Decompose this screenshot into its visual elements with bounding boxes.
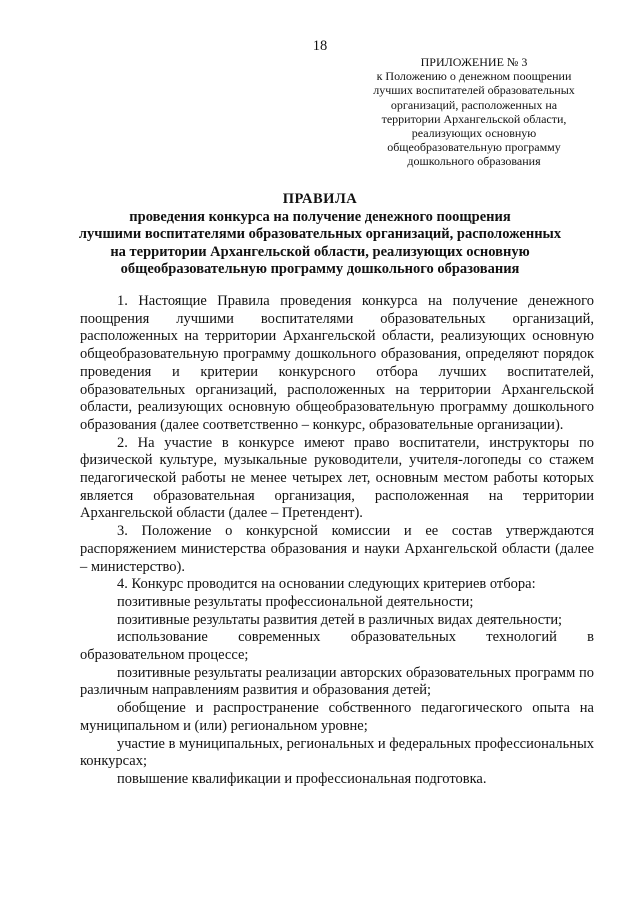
appendix-header <box>340 55 608 169</box>
title-subtitle <box>60 209 580 279</box>
appendix-line: реализующих основную <box>411 126 537 141</box>
paragraph-2: 2. На участие в конкурсе имеют право воспитатели, инструкторы по физической культуре, музыкальные руководители, учителя-логопеды со стажем педагогической работы не менее четырех лет, основным местом работы которых является образовательная организация, расположенная на территории Архангельской области (далее – Претендент). <box>80 434 594 522</box>
appendix-line: организаций, расположенных на <box>390 97 558 112</box>
appendix-line: общеобразовательную программу <box>387 140 561 155</box>
subtitle-line: лучшими воспитателями образовательных организаций, расположенных <box>78 226 562 243</box>
subtitle-line: общеобразовательную программу дошкольного образования <box>120 261 520 278</box>
appendix-line: к Положению о денежном поощрении <box>376 69 572 84</box>
appendix-line: лучших воспитателей образовательных <box>373 83 575 98</box>
page-number: 18 <box>312 38 328 54</box>
criterion-item: позитивные результаты развития детей в различных видах деятельности; <box>117 611 562 628</box>
paragraph-3: 3. Положение о конкурсной комиссии и ее состав утверждаются распоряжением министерства образования и науки Архангельской области (далее – министерство). <box>80 523 594 575</box>
title-main: ПРАВИЛА <box>282 191 358 207</box>
paragraph-4: 4. Конкурс проводится на основании следующих критериев отбора: <box>117 576 536 593</box>
appendix-line: дошкольного образования <box>407 154 541 169</box>
document-body <box>80 293 594 789</box>
subtitle-line: проведения конкурса на получение денежного поощрения <box>129 208 511 225</box>
criterion-item: позитивные результаты профессиональной деятельности; <box>117 593 474 610</box>
criterion-item: участие в муниципальных, региональных и федеральных профессиональных конкурсах; <box>80 735 595 770</box>
criterion-item: позитивные результаты реализации авторских образовательных программ по различным направлениям развития и образования детей; <box>80 664 594 699</box>
document-title <box>60 191 580 279</box>
appendix-line: территории Архангельской области, <box>381 111 567 126</box>
subtitle-line: на территории Архангельской области, реализующих основную <box>110 243 530 260</box>
paragraph-1: 1. Настоящие Правила проведения конкурса на получение денежного поощрения лучшими воспитателями образовательных организаций, расположенных на территории Архангельской области, реализующих основную общеобразовательную программу дошкольного образования, определяют порядок проведения и критерии конкурсного отбора лучших воспитателей, образовательных организаций, расположенных на территории Архангельской области, реализующих основную общеобразовательную программу дошкольного образования (далее соответственно – конкурс, образовательные организации). <box>80 293 594 433</box>
appendix-line: ПРИЛОЖЕНИЕ № 3 <box>420 55 528 69</box>
criterion-item: использование современных образовательных технологий в образовательном процессе; <box>80 629 594 664</box>
criterion-item: обобщение и распространение собственного педагогического опыта на муниципальном и (или) региональном уровне; <box>80 700 594 734</box>
criterion-item: повышение квалификации и профессиональная подготовка. <box>117 770 487 787</box>
